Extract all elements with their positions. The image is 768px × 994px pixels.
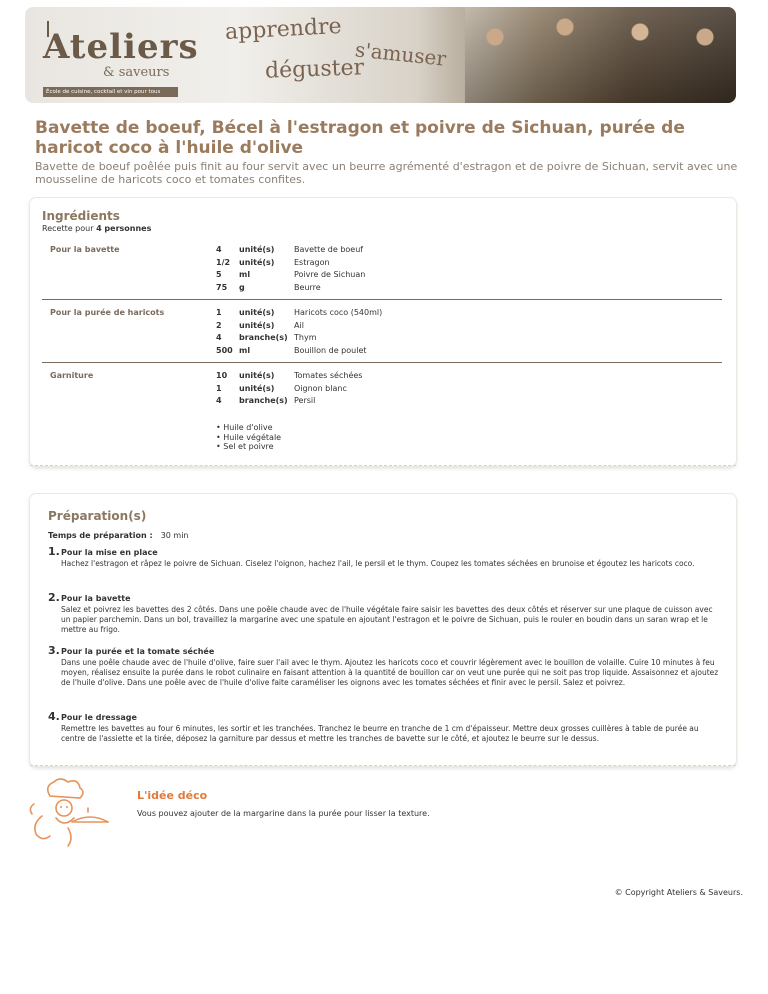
ingredient-name: Beurre [294,282,321,292]
group-2-qty [216,307,236,357]
qty-value: 5 [216,270,222,279]
group-2-unit [239,307,288,357]
header-banner [25,7,736,103]
tagline-deguster: déguster [264,55,365,84]
qty-value: 10 [216,371,228,380]
group-1-name [294,244,365,294]
logo-tagline: École de cuisine, cocktail et vin pour tous [43,87,178,97]
list-item: • Huile végétale [216,432,282,442]
ingredient-name: Bouillon de poulet [294,345,367,355]
deco-title: L'idée déco [137,789,208,802]
step-title: Pour la bavette [61,594,131,603]
ingredients-card [30,198,736,466]
extra-ingredients-list [216,423,281,452]
step-text: Salez et poivrez les bavettes des 2 côtés. Dans une poêle chaude avec de l'huile végétale faire saisir les bavettes des deux côtés et réserver sur une plaque de cuisson avec un papier parchemin. Dans un bol, travaillez la margarine avec une spatule en ajoutant l'estragon et le poivre de Sichuan, puis le rouler en boudin dans un saran wrap et le mettre au frigo. [61,605,713,634]
prep-time-value: 30 min [160,531,189,540]
unit-value: unité(s) [239,308,275,317]
qty-value: 4 [216,396,222,405]
ingredient-name: Oignon blanc [294,383,347,393]
ingredient-name: Poivre de Sichuan [294,270,366,279]
unit-value: unité(s) [239,320,275,330]
step-text: Dans une poêle chaude avec de l'huile d'olive, faire suer l'ail avec le thym. Ajoutez les haricots coco et couvrir légèrement avec le bouillon de volaille. Cuire 10 minutes à feu moyen, réalisez ensuite la purée dans le robot culinaire en faisant attention à la quantité de bouillon car on veut une purée qui ne soit pas trop liquide. Assaisonnez et ajoutez de l'huile d'olive. Dans une poêle avec de l'huile d'olive faite caraméliser les oignons avec les tomates séchées et finir avec le persil. Salez et poivrez. [61,658,719,687]
group-separator [42,362,722,363]
prep-time-label: Temps de préparation : [48,531,153,540]
unit-value: ml [239,270,251,279]
qty-value: 4 [216,333,222,342]
unit-value: unité(s) [239,257,275,267]
unit-value: unité(s) [239,371,275,380]
step-number: 2. [48,591,60,604]
group-separator [42,299,722,300]
qty-value: 1 [216,383,222,393]
group-label-puree: Pour la purée de haricots [50,308,165,317]
preparation-card [30,494,736,766]
unit-value: branche(s) [239,396,288,405]
step-title: Pour la mise en place [61,548,158,557]
ingredient-name: Bavette de boeuf [294,245,364,254]
ingredient-name: Persil [294,396,316,405]
qty-value: 4 [216,245,222,254]
group-label-bavette: Pour la bavette [50,245,120,254]
unit-value: unité(s) [239,245,275,254]
step-title: Pour le dressage [61,713,137,722]
qty-value: 500 [216,345,233,355]
logo-subtitle: & saveurs [103,65,170,80]
group-3-qty [216,370,236,408]
copyright: © Copyright Ateliers & Saveurs. [614,888,743,897]
dashed-border [30,465,736,466]
kitchen-photo [465,7,736,103]
group-1-qty [216,244,236,294]
tagline-apprendre: apprendre [224,13,343,46]
preparation-title: Préparation(s) [48,509,147,523]
step-number: 1. [48,545,60,558]
unit-value: branche(s) [239,333,288,342]
step-text: Remettre les bavettes au four 6 minutes, les sortir et les tranchées. Tranchez le beurre en tranche de 1 cm d'épaisseur. Mettre deux grosses cuillères à table de purée au centre de l'assiette et la tirée, déposez la garniture par dessus et mettre les tranches de bavette sur le côté, et ajoutez le beurre sur le dessus. [61,724,699,743]
ingredients-title: Ingrédients [42,209,120,223]
ingredient-name: Estragon [294,257,330,267]
dashed-border [30,765,736,766]
recipe-intro: Bavette de boeuf poêlée puis finit au four servit avec un beurre agrémenté d'estragon et de poivre de Sichuan, servit avec une mousseline de haricots coco et tomates confites. [35,160,738,186]
unit-value: ml [239,345,251,355]
step-text: Hachez l'estragon et râpez le poivre de Sichuan. Ciselez l'oignon, hachez l'ail, le persil et le thym. Coupez les tomates séchées en brunoise et égoutez les haricots coco. [61,559,695,568]
serves-prefix: Recette pour [42,224,97,233]
serves-value: 4 personnes [96,224,152,233]
ingredient-name: Ail [294,320,304,330]
recipe-title: Bavette de boeuf, Bécel à l'estragon et poivre de Sichuan, purée de haricot coco à l'huile d'olive [35,118,685,158]
list-item: • Huile d'olive [216,423,273,432]
deco-text: Vous pouvez ajouter de la margarine dans la purée pour lisser la texture. [137,809,430,818]
logo-word: Ateliers [43,27,199,67]
step-number: 3. [48,644,60,657]
group-label-garniture: Garniture [50,371,94,380]
group-2-name [294,307,382,357]
tagline-samuser: s'amuser [353,37,448,71]
list-item: • Sel et poivre [216,442,274,451]
unit-value: unité(s) [239,383,275,393]
qty-value: 2 [216,320,222,330]
prep-time [48,531,189,540]
group-3-unit [239,370,288,408]
ingredient-name: Tomates séchées [294,371,363,380]
step-title: Pour la purée et la tomate séchée [61,647,215,656]
group-1-unit [239,244,274,294]
serves-line [42,224,151,233]
unit-value: g [239,282,245,292]
qty-value: 1/2 [216,257,231,267]
ingredient-name: Haricots coco (540ml) [294,308,383,317]
qty-value: 75 [216,282,228,292]
group-3-name [294,370,362,408]
ingredient-name: Thym [294,333,317,342]
chef-illustration-icon [28,778,118,848]
qty-value: 1 [216,308,222,317]
step-number: 4. [48,710,60,723]
